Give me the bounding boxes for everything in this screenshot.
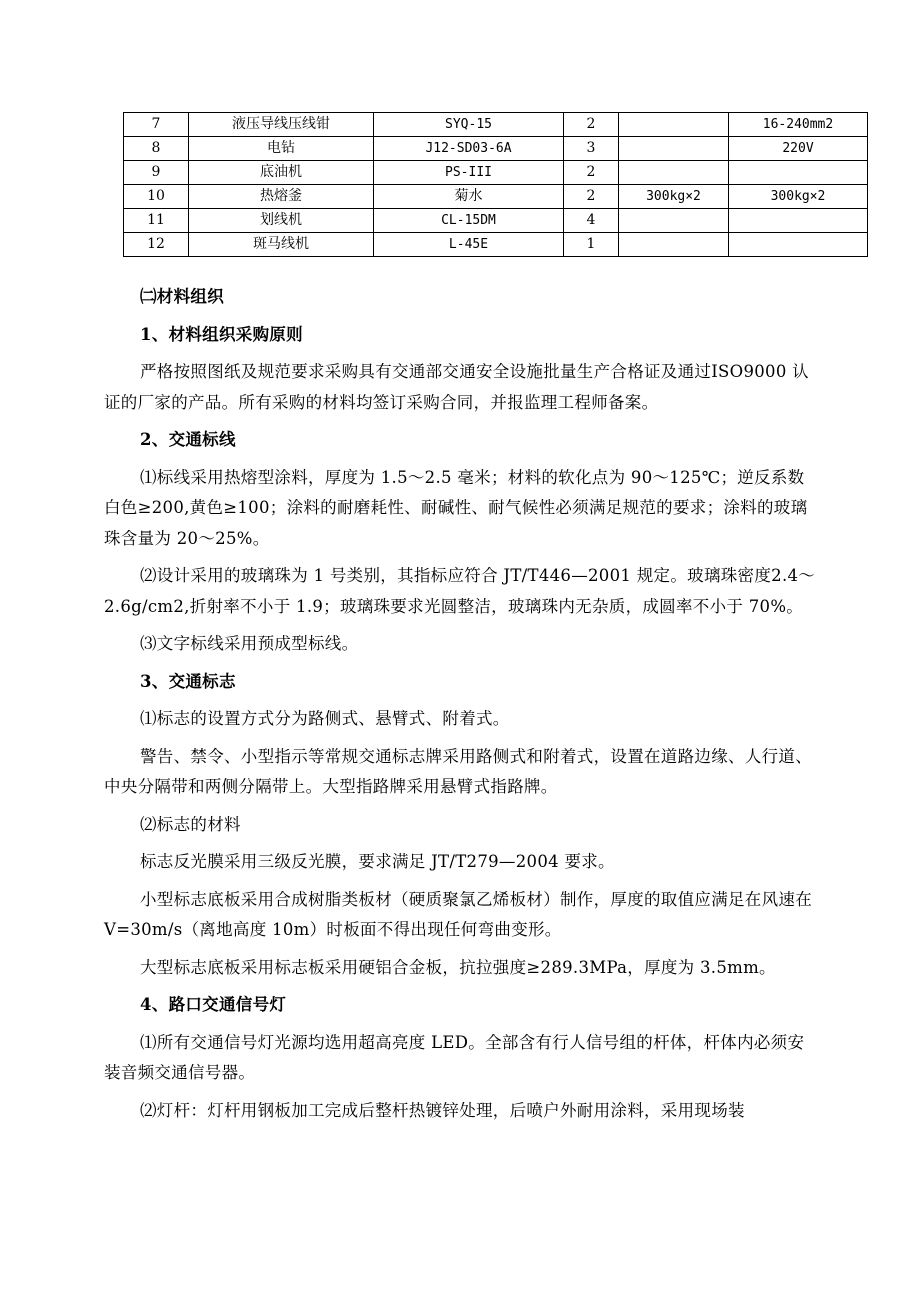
paragraph: ⑴所有交通信号灯光源均选用超高亮度 LED。全部含有行人信号组的杆体，杆体内必须安装音频交通信号器。: [104, 1032, 805, 1082]
paragraph: 警告、禁令、小型指示等常规交通标志牌采用路侧式和附着式，设置在道路边缘、人行道、中央分隔带和两侧分隔带上。大型指路牌采用悬臂式指路牌。: [104, 746, 812, 796]
cell-model: 菊水: [374, 185, 564, 209]
cell-no: 7: [124, 113, 189, 137]
cell-model: SYQ-15: [374, 113, 564, 137]
cell-no: 12: [124, 233, 189, 257]
cell-qty: 2: [564, 113, 619, 137]
table-row: [124, 161, 868, 185]
cell-model: L-45E: [374, 233, 564, 257]
cell-capacity: [619, 113, 729, 137]
cell-qty: 1: [564, 233, 619, 257]
cell-capacity: [619, 209, 729, 233]
cell-qty: 3: [564, 137, 619, 161]
paragraph: ⑴标志的设置方式分为路侧式、悬臂式、附着式。: [140, 709, 510, 728]
paragraph: ⑵标志的材料: [140, 814, 241, 834]
cell-name: 划线机: [189, 209, 374, 233]
paragraph: 严格按照图纸及规范要求采购具有交通部交通安全设施批量生产合格证及通过ISO9000 认证的厂家的产品。所有采购的材料均签订采购合同，并报监理工程师备案。: [104, 362, 809, 412]
cell-model: CL-15DM: [374, 209, 564, 233]
cell-name: 热熔釜: [189, 185, 374, 209]
cell-spec: [729, 233, 868, 257]
table-row: [124, 233, 868, 257]
cell-capacity: [619, 137, 729, 161]
cell-capacity: 300kg×2: [619, 185, 729, 209]
subsection-heading: 3、交通标志: [140, 671, 236, 691]
paragraph: ⑵设计采用的玻璃珠为 1 号类别，其指标应符合 JT/T446—2001 规定。玻璃珠密度2.4～2.6g/cm2,折射率不小于 1.9；玻璃珠要求光圆整洁，玻璃珠内无杂质，成圆率不小于 70%。: [104, 566, 816, 616]
equipment-table: [123, 112, 868, 257]
table-row: [124, 137, 868, 161]
section-heading: ㈡材料组织: [140, 287, 224, 306]
paragraph: ⑶文字标线采用预成型标线。: [140, 634, 359, 653]
paragraph: ⑵灯杆：灯杆用钢板加工完成后整杆热镀锌处理，后喷户外耐用涂料，采用现场装: [140, 1100, 745, 1120]
subsection-heading: 1、材料组织采购原则: [140, 324, 303, 344]
cell-model: J12-SD03-6A: [374, 137, 564, 161]
cell-spec: [729, 209, 868, 233]
table-row: [124, 185, 868, 209]
document-body: [104, 282, 820, 1133]
cell-model: PS-III: [374, 161, 564, 185]
cell-name: 电钻: [189, 137, 374, 161]
cell-name: 底油机: [189, 161, 374, 185]
cell-spec: 220V: [729, 137, 868, 161]
paragraph: 标志反光膜采用三级反光膜，要求满足 JT/T279—2004 要求。: [140, 852, 615, 871]
cell-qty: 4: [564, 209, 619, 233]
cell-spec: 300kg×2: [729, 185, 868, 209]
cell-qty: 2: [564, 161, 619, 185]
cell-capacity: [619, 161, 729, 185]
cell-name: 液压导线压线钳: [189, 113, 374, 137]
subsection-heading: 4、路口交通信号灯: [140, 995, 287, 1014]
table-row: [124, 209, 868, 233]
cell-no: 8: [124, 137, 189, 161]
table-row: [124, 113, 868, 137]
cell-no: 11: [124, 209, 189, 233]
paragraph: ⑴标线采用热熔型涂料，厚度为 1.5～2.5 毫米；材料的软化点为 90～125℃；逆反系数白色≥200,黄色≥100；涂料的耐磨耗性、耐碱性、耐气候性必须满足规范的要求；涂料的玻璃珠含量为 20～25%。: [104, 467, 808, 548]
cell-spec: 16-240mm2: [729, 113, 868, 137]
cell-spec: [729, 161, 868, 185]
subsection-heading: 2、交通标线: [140, 430, 236, 449]
paragraph: 大型标志底板采用标志板采用硬铝合金板，抗拉强度≥289.3MPa，厚度为 3.5mm。: [140, 957, 776, 977]
cell-capacity: [619, 233, 729, 257]
cell-no: 10: [124, 185, 189, 209]
cell-qty: 2: [564, 185, 619, 209]
paragraph: 小型标志底板采用合成树脂类板材（硬质聚氯乙烯板材）制作，厚度的取值应满足在风速在 V=30m/s（离地高度 10m）时板面不得出现任何弯曲变形。: [104, 889, 812, 939]
cell-name: 斑马线机: [189, 233, 374, 257]
cell-no: 9: [124, 161, 189, 185]
